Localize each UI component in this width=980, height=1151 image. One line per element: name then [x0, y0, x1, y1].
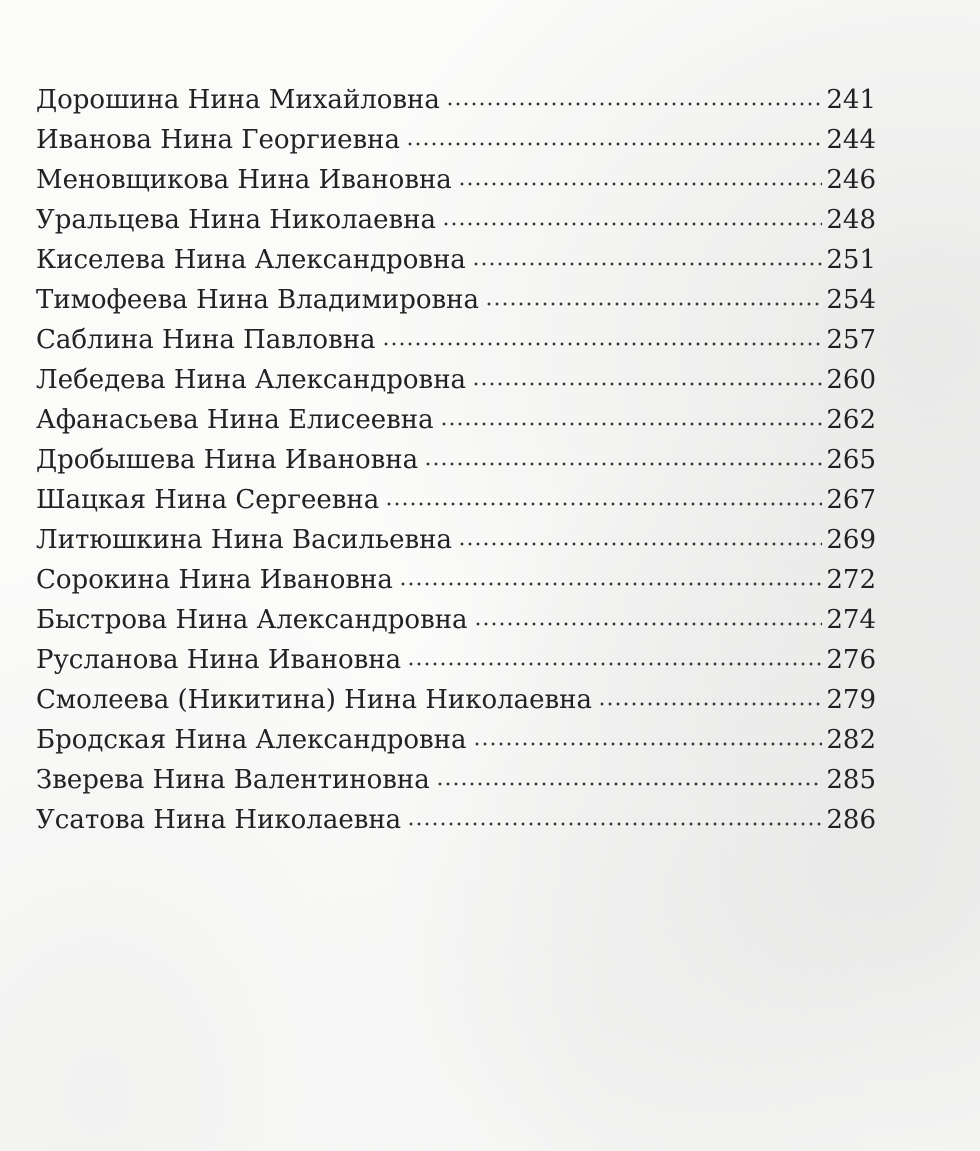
dot-leader	[385, 500, 822, 508]
toc-entry-name: Зверева Нина Валентиновна	[36, 765, 430, 795]
toc-entry-page: 282	[826, 725, 876, 755]
toc-entry	[36, 240, 876, 280]
dot-leader	[436, 780, 823, 788]
dot-leader	[446, 100, 822, 108]
toc-entry-page: 285	[826, 765, 876, 795]
toc-entry	[36, 120, 876, 160]
dot-leader	[440, 420, 823, 428]
toc-entry	[36, 160, 876, 200]
toc-entry	[36, 520, 876, 560]
dot-leader	[474, 620, 823, 628]
toc-entry-name: Киселева Нина Александровна	[36, 245, 466, 275]
toc-entry-page: 286	[826, 805, 876, 835]
toc-entry-name: Меновщикова Нина Ивановна	[36, 165, 452, 195]
dot-leader	[472, 380, 822, 388]
toc-entry	[36, 360, 876, 400]
toc-entry	[36, 200, 876, 240]
dot-leader	[406, 140, 822, 148]
dot-leader	[472, 260, 823, 268]
toc-entry	[36, 640, 876, 680]
toc-entry	[36, 480, 876, 520]
toc-entry-page: 279	[826, 685, 876, 715]
toc-entry-page: 248	[826, 205, 876, 235]
toc-entry-name: Усатова Нина Николаевна	[36, 805, 402, 835]
toc-entry-name: Литюшкина Нина Васильевна	[36, 525, 453, 555]
dot-leader	[424, 460, 822, 468]
dot-leader	[442, 220, 822, 228]
toc-entry	[36, 280, 876, 320]
table-of-contents	[36, 80, 876, 840]
dot-leader	[382, 340, 823, 348]
toc-entry-name: Дробышева Нина Ивановна	[36, 445, 419, 475]
dot-leader	[407, 820, 822, 828]
toc-entry-page: 276	[826, 645, 876, 675]
toc-entry	[36, 80, 876, 120]
toc-entry-page: 267	[826, 485, 876, 515]
toc-entry-page: 274	[826, 605, 876, 635]
toc-entry-name: Дорошина Нина Михайловна	[36, 85, 440, 115]
toc-entry-name: Бродская Нина Александровна	[36, 725, 467, 755]
toc-entry-name: Лебедева Нина Александровна	[36, 365, 467, 395]
toc-entry-page: 257	[826, 325, 876, 355]
toc-entry-name: Тимофеева Нина Владимировна	[36, 285, 479, 315]
dot-leader	[598, 700, 822, 708]
toc-entry	[36, 600, 876, 640]
toc-entry-name: Смолеева (Никитина) Нина Николаевна	[36, 685, 593, 715]
toc-entry-name: Сорокина Нина Ивановна	[36, 565, 393, 595]
toc-entry	[36, 680, 876, 720]
dot-leader	[407, 660, 822, 668]
toc-entry-page: 262	[826, 405, 876, 435]
toc-entry-page: 265	[826, 445, 876, 475]
toc-entry-name: Быстрова Нина Александровна	[36, 605, 468, 635]
toc-entry-page: 260	[826, 365, 876, 395]
toc-entry	[36, 800, 876, 840]
toc-entry	[36, 440, 876, 480]
dot-leader	[473, 740, 823, 748]
dot-leader	[458, 540, 822, 548]
toc-entry-name: Афанасьева Нина Елисеевна	[36, 405, 434, 435]
toc-entry	[36, 560, 876, 600]
toc-entry-name: Иванова Нина Георгиевна	[36, 125, 400, 155]
toc-entry-page: 241	[826, 85, 876, 115]
toc-entry	[36, 320, 876, 360]
toc-entry	[36, 760, 876, 800]
toc-entry	[36, 400, 876, 440]
toc-entry-name: Шацкая Нина Сергеевна	[36, 485, 380, 515]
dot-leader	[485, 300, 822, 308]
toc-entry	[36, 720, 876, 760]
toc-entry-name: Русланова Нина Ивановна	[36, 645, 402, 675]
toc-entry-name: Уральцева Нина Николаевна	[36, 205, 436, 235]
dot-leader	[458, 180, 823, 188]
toc-entry-page: 251	[826, 245, 876, 275]
dot-leader	[399, 580, 822, 588]
toc-entry-page: 246	[826, 165, 876, 195]
toc-entry-name: Саблина Нина Павловна	[36, 325, 376, 355]
toc-entry-page: 269	[826, 525, 876, 555]
toc-entry-page: 244	[826, 125, 876, 155]
toc-entry-page: 272	[826, 565, 876, 595]
toc-entry-page: 254	[826, 285, 876, 315]
